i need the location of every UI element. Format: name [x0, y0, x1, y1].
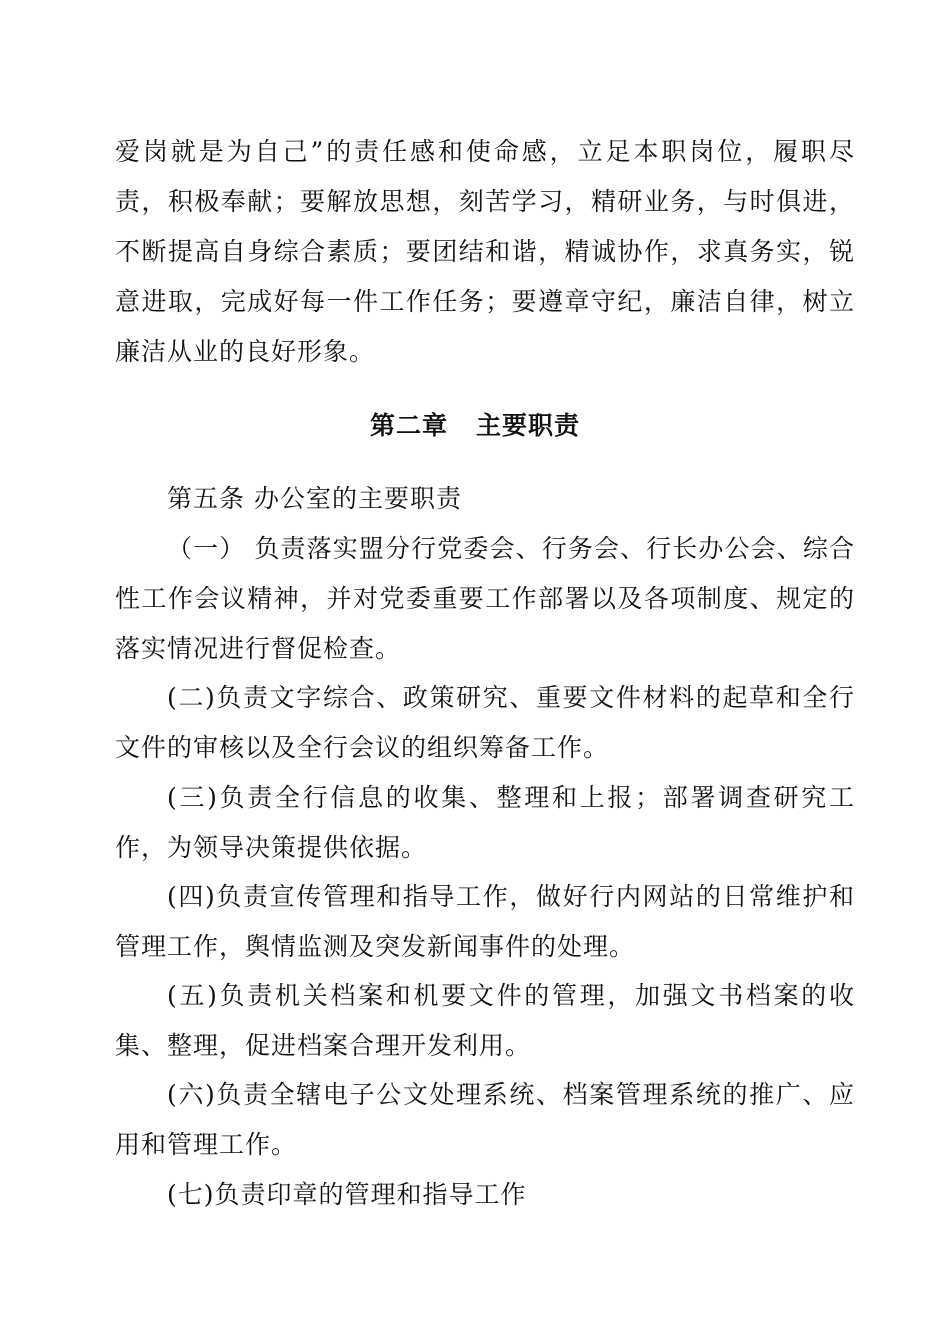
- intro-paragraph: 爱岗就是为自己”的责任感和使命感，立足本职岗位，履职尽责，积极奉献；要解放思想，刻苦学习，精研业务，与时俱进，不断提高自身综合素质；要团结和谐，精诚协作，求真务实，锐意进取，完成好每一件工作任务；要遵章守纪，廉洁自律，树立廉洁从业的良好形象。: [115, 137, 855, 366]
- article-item-7: (七)负责印章的管理和指导工作: [167, 1180, 527, 1209]
- article-item-1: （一） 负责落实盟分行党委会、行务会、行长办公会、综合性工作会议精神，并对党委重要工作部署以及各项制度、规定的落实情况进行督促检查。: [115, 534, 855, 663]
- chapter-title: 主要职责: [476, 411, 581, 440]
- article-item-5: (五)负责机关档案和机要文件的管理，加强文书档案的收集、整理，促进档案合理开发利用。: [115, 981, 855, 1060]
- chapter-number: 第二章: [369, 411, 448, 440]
- article-item-4: (四)负责宣传管理和指导工作，做好行内网站的日常维护和管理工作，舆情监测及突发新闻事件的处理。: [115, 882, 855, 961]
- article-item-2: (二)负责文字综合、政策研究、重要文件材料的起草和全行文件的审核以及全行会议的组织筹备工作。: [115, 683, 855, 762]
- article-item-6: (六)负责全辖电子公文处理系统、档案管理系统的推广、应用和管理工作。: [115, 1080, 855, 1159]
- article-item-3: (三)负责全行信息的收集、整理和上报；部署调查研究工作，为领导决策提供依据。: [115, 783, 855, 862]
- chapter-heading: [0, 406, 950, 446]
- article-heading: 第五条 办公室的主要职责: [167, 484, 462, 513]
